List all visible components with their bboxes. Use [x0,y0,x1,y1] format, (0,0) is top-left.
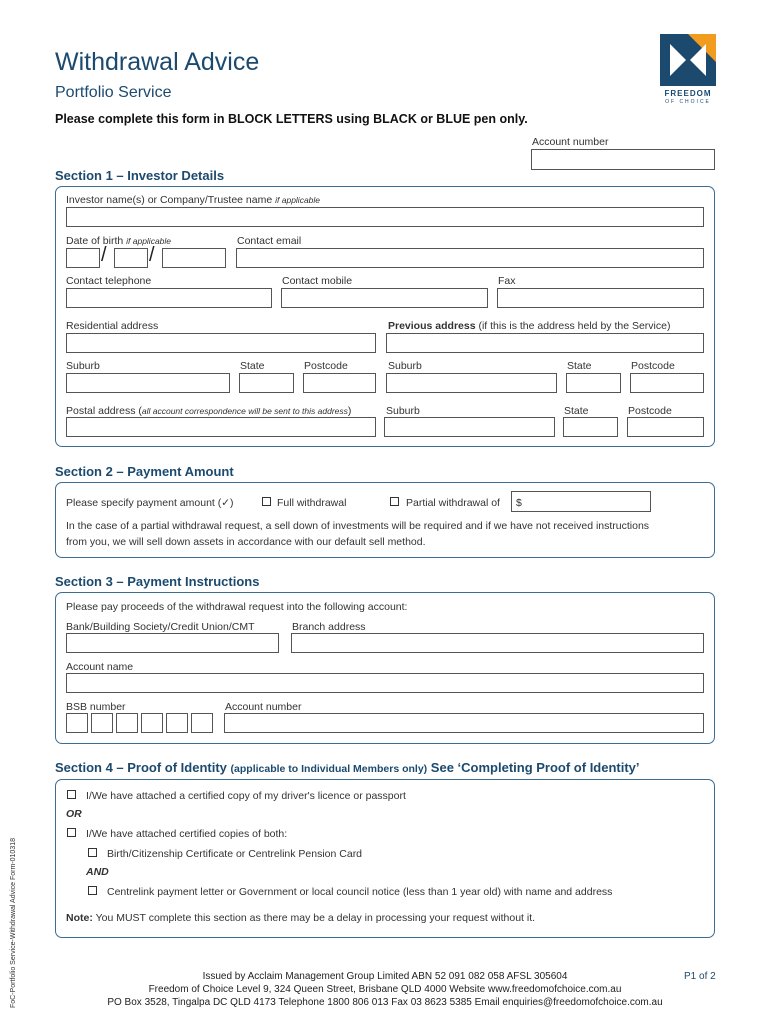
previous-postcode-input[interactable] [630,373,704,393]
footer-line2: Freedom of Choice Level 9, 324 Queen Street, Brisbane QLD 4000 Website www.freedomofchoice.com.au [148,984,622,995]
section3-heading: Section 3 – Payment Instructions [55,574,260,589]
logo-mark-icon [660,34,716,86]
bsb-label: BSB number [66,701,126,713]
contact-telephone-label: Contact telephone [66,275,152,287]
postal-state-label: State [564,405,589,417]
id-option1-checkbox[interactable] [67,790,76,799]
logo [660,34,716,106]
contact-email-label: Contact email [237,235,302,247]
postal-suburb-input[interactable] [384,417,555,437]
account-name-label: Account name [66,661,134,673]
suburb-input[interactable] [66,373,230,393]
id-option1-label: I/We have attached a certified copy of my driver's licence or passport [86,790,406,802]
section1-heading: Section 1 – Investor Details [55,168,225,183]
previous-address-input[interactable] [386,333,704,353]
fax-input[interactable] [497,288,704,308]
form-instructions: Please complete this form in BLOCK LETTERS using BLACK or BLUE pen only. [55,112,528,126]
branch-input[interactable] [291,633,704,653]
investor-name-label: Investor name(s) or Company/Trustee name if applicable [66,194,321,206]
bsb-digit-input[interactable] [66,713,88,733]
page-number: P1 of 2 [684,971,716,982]
id-option2-label: I/We have attached certified copies of both: [86,828,288,840]
contact-telephone-input[interactable] [66,288,272,308]
postcode-label: Postcode [304,360,348,372]
page-subtitle: Portfolio Service [55,84,172,101]
previous-suburb-label: Suburb [388,360,422,372]
previous-state-input[interactable] [566,373,621,393]
postal-address-label: Postal address (all account correspondence will be sent to this address) [66,405,352,417]
dob-label: Date of birth if applicable [66,235,172,247]
full-withdrawal-label: Full withdrawal [277,497,347,509]
bsb-digit-input[interactable] [116,713,138,733]
previous-postcode-label: Postcode [631,360,675,372]
and-label: AND [86,866,109,878]
suburb-label: Suburb [66,360,100,372]
residential-address-label: Residential address [66,320,159,332]
centrelink-letter-checkbox[interactable] [88,886,97,895]
previous-address-label: Previous address (if this is the address held by the Service) [388,320,671,332]
birth-certificate-label: Birth/Citizenship Certificate or Centrelink Pension Card [107,848,363,860]
page-title: Withdrawal Advice [55,48,260,76]
postal-postcode-input[interactable] [627,417,704,437]
payment-note-line2: from you, we will sell down assets in accordance with our default sell method. [66,536,426,548]
account-name-input[interactable] [66,673,704,693]
dob-day-input[interactable] [66,248,100,268]
form-code: FoC-Portfolio Service-Withdrawal Advice Form-010318 [10,837,17,1008]
partial-withdrawal-label: Partial withdrawal of [406,497,500,509]
partial-amount-input[interactable] [511,491,651,512]
bsb-digit-input[interactable] [166,713,188,733]
payment-amount-label: Please specify payment amount (✓) [66,497,234,509]
bsb-digit-input[interactable] [191,713,213,733]
dob-slash: / [101,244,107,266]
branch-label: Branch address [292,621,366,633]
or-label: OR [66,808,82,820]
bsb-digit-input[interactable] [91,713,113,733]
centrelink-letter-label: Centrelink payment letter or Government or local council notice (less than 1 year old) with name and address [107,886,613,898]
dob-month-input[interactable] [114,248,148,268]
id-note: Note: You MUST complete this section as there may be a delay in processing your request without it. [66,912,536,924]
account-number-input[interactable] [531,149,715,170]
bsb-digit-input[interactable] [141,713,163,733]
logo-text: FREEDOM [664,89,712,98]
payment-note-line1: In the case of a partial withdrawal request, a sell down of investments will be required and if we have not received instructions [66,520,650,532]
bank-label: Bank/Building Society/Credit Union/CMT [66,621,255,633]
full-withdrawal-checkbox[interactable] [262,497,271,506]
contact-mobile-input[interactable] [281,288,488,308]
section2-heading: Section 2 – Payment Amount [55,464,234,479]
state-label: State [240,360,265,372]
previous-suburb-input[interactable] [386,373,557,393]
postal-address-input[interactable] [66,417,376,437]
payment-intro: Please pay proceeds of the withdrawal request into the following account: [66,601,408,613]
dob-year-input[interactable] [162,248,226,268]
postal-state-input[interactable] [563,417,618,437]
postal-suburb-label: Suburb [386,405,420,417]
footer-line3: PO Box 3528, Tingalpa DC QLD 4173 Telephone 1800 806 013 Fax 03 8623 5385 Email enquiries@freedomofchoice.com.au [107,997,663,1008]
dob-slash: / [149,244,155,266]
footer-line1: Issued by Acclaim Management Group Limited ABN 52 091 082 058 AFSL 305604 [202,971,568,982]
dollar-sign: $ [516,497,522,509]
postal-postcode-label: Postcode [628,405,672,417]
account-number-label: Account number [532,136,609,148]
section4-heading: Section 4 – Proof of Identity (applicable to Individual Members only) See ‘Completing Proof of Identity’ [55,760,640,775]
bank-account-number-input[interactable] [224,713,704,733]
bank-input[interactable] [66,633,279,653]
id-option2-checkbox[interactable] [67,828,76,837]
fax-label: Fax [498,275,516,287]
contact-mobile-label: Contact mobile [282,275,353,287]
investor-name-input[interactable] [66,207,704,227]
birth-certificate-checkbox[interactable] [88,848,97,857]
state-input[interactable] [239,373,294,393]
contact-email-input[interactable] [236,248,704,268]
previous-state-label: State [567,360,592,372]
partial-withdrawal-checkbox[interactable] [390,497,399,506]
postcode-input[interactable] [303,373,376,393]
logo-subtext: OF CHOICE [665,99,711,105]
bank-account-number-label: Account number [225,701,302,713]
residential-address-input[interactable] [66,333,376,353]
